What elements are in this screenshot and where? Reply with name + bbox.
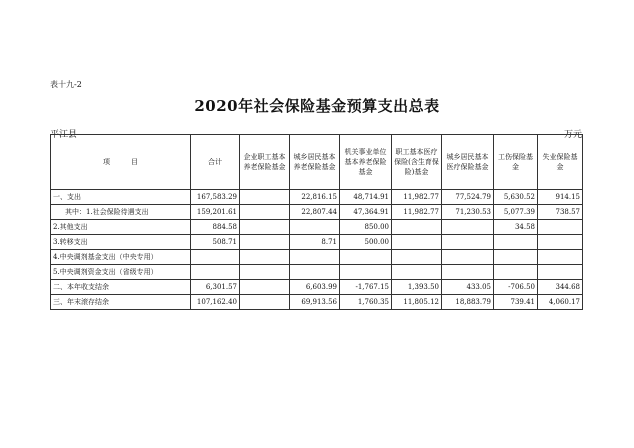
row-label: 二、本年收支结余 xyxy=(51,280,191,295)
table-row xyxy=(51,235,583,250)
table-cell xyxy=(538,265,583,280)
table-cell xyxy=(240,220,290,235)
table-row xyxy=(51,280,583,295)
table-cell: 1,393.50 xyxy=(392,280,442,295)
column-header-total: 合计 xyxy=(191,135,240,190)
table-cell xyxy=(240,295,290,310)
row-label: 4.中央调剂基金支出（中央专用） xyxy=(51,250,191,265)
column-header-enterprise-pension: 企业职工基本养老保险基金 xyxy=(240,135,290,190)
table-cell xyxy=(240,205,290,220)
table-number: 表十九-2 xyxy=(50,80,82,89)
table-cell: 22,807.44 xyxy=(290,205,340,220)
table-cell xyxy=(494,235,538,250)
table-cell: 433.05 xyxy=(442,280,494,295)
table-cell: 47,364.91 xyxy=(340,205,392,220)
table-cell xyxy=(442,220,494,235)
table-cell: 5,630.52 xyxy=(494,190,538,205)
table-cell xyxy=(442,250,494,265)
table-cell xyxy=(191,250,240,265)
county-label: 平江县 xyxy=(50,130,78,140)
table-row xyxy=(51,250,583,265)
row-label: 5.中央调剂资金支出（省级专用） xyxy=(51,265,191,280)
table-cell xyxy=(290,220,340,235)
budget-table xyxy=(50,134,583,310)
table-cell: 71,230.53 xyxy=(442,205,494,220)
table-cell: 344.68 xyxy=(538,280,583,295)
row-label: 3.转移支出 xyxy=(51,235,191,250)
table-cell: 34.58 xyxy=(494,220,538,235)
row-label: 2.其他支出 xyxy=(51,220,191,235)
column-header-unemployment: 失业保险基金 xyxy=(538,135,583,190)
table-cell: 884.58 xyxy=(191,220,240,235)
table-cell xyxy=(442,265,494,280)
table-cell: 69,913.56 xyxy=(290,295,340,310)
table-cell xyxy=(392,235,442,250)
table-cell: 11,982.77 xyxy=(392,190,442,205)
table-cell xyxy=(290,250,340,265)
row-label: 其中：1.社会保险待遇支出 xyxy=(51,205,191,220)
header-row xyxy=(51,135,583,190)
table-cell xyxy=(340,265,392,280)
table-cell: -1,767.15 xyxy=(340,280,392,295)
table-cell: 48,714.91 xyxy=(340,190,392,205)
table-cell: 11,805.12 xyxy=(392,295,442,310)
table-cell xyxy=(392,265,442,280)
column-header-item: 项 目 xyxy=(51,135,191,190)
table-cell xyxy=(240,235,290,250)
table-cell: 8.71 xyxy=(290,235,340,250)
unit-label: 万元 xyxy=(564,130,583,140)
table-cell xyxy=(290,265,340,280)
table-cell: 77,524.79 xyxy=(442,190,494,205)
table-cell xyxy=(494,265,538,280)
table-cell: 914.15 xyxy=(538,190,583,205)
table-cell xyxy=(240,250,290,265)
table-cell: 508.71 xyxy=(191,235,240,250)
table-cell: 6,603.99 xyxy=(290,280,340,295)
table-cell xyxy=(538,250,583,265)
table-cell: 6,301.57 xyxy=(191,280,240,295)
table-cell: 739.41 xyxy=(494,295,538,310)
table-cell xyxy=(392,220,442,235)
table-cell: 850.00 xyxy=(340,220,392,235)
table-cell: 1,760.35 xyxy=(340,295,392,310)
table-cell: 738.57 xyxy=(538,205,583,220)
column-header-resident-medical: 城乡居民基本医疗保险基金 xyxy=(442,135,494,190)
page-title: 2020年社会保险基金预算支出总表 xyxy=(194,97,440,115)
table-cell xyxy=(240,190,290,205)
column-header-resident-pension: 城乡居民基本养老保险基金 xyxy=(290,135,340,190)
table-cell xyxy=(494,250,538,265)
table-cell: -706.50 xyxy=(494,280,538,295)
table-row xyxy=(51,190,583,205)
table-cell: 107,162.40 xyxy=(191,295,240,310)
table-row xyxy=(51,295,583,310)
table-cell: 500.00 xyxy=(340,235,392,250)
table-row xyxy=(51,205,583,220)
table-cell: 22,816.15 xyxy=(290,190,340,205)
table-row xyxy=(51,265,583,280)
row-label: 一、支出 xyxy=(51,190,191,205)
table-cell xyxy=(240,280,290,295)
table-cell: 4,060.17 xyxy=(538,295,583,310)
column-header-institution-pension: 机关事业单位基本养老保险基金 xyxy=(340,135,392,190)
table-cell: 18,883.79 xyxy=(442,295,494,310)
table-cell xyxy=(191,265,240,280)
table-cell xyxy=(340,250,392,265)
table-cell: 11,982.77 xyxy=(392,205,442,220)
table-row xyxy=(51,220,583,235)
column-header-employee-medical: 职工基本医疗保险(含生育保险)基金 xyxy=(392,135,442,190)
table-cell: 159,201.61 xyxy=(191,205,240,220)
table-cell xyxy=(538,220,583,235)
table-cell xyxy=(240,265,290,280)
table-cell: 5,077.39 xyxy=(494,205,538,220)
column-header-injury: 工伤保险基金 xyxy=(494,135,538,190)
table-cell xyxy=(392,250,442,265)
table-cell: 167,583.29 xyxy=(191,190,240,205)
table-cell xyxy=(442,235,494,250)
row-label: 三、年末滚存结余 xyxy=(51,295,191,310)
table-cell xyxy=(538,235,583,250)
